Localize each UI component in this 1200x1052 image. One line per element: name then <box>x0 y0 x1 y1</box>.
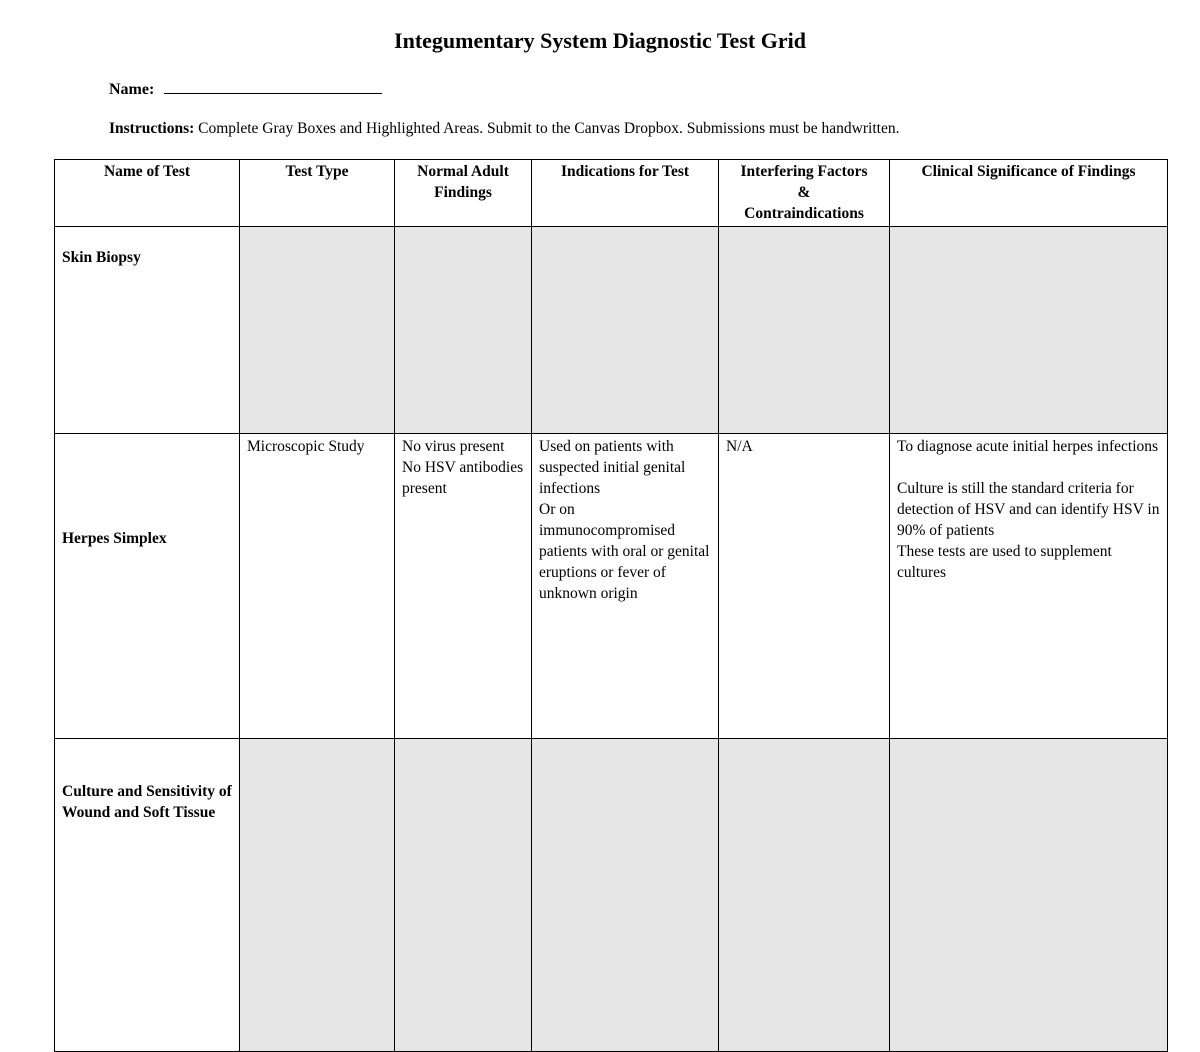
cell-indications: Used on patients with suspected initial genital infections Or on immunocompromised patients with oral or genital eruptions or fever of unknown origin <box>532 434 719 739</box>
table-row <box>55 739 1168 1052</box>
table-row <box>55 434 1168 739</box>
cell-indications[interactable] <box>532 227 719 434</box>
header-row <box>55 160 1168 227</box>
name-label: Name: <box>109 81 155 98</box>
row-name-culture-sensitivity: Culture and Sensitivity of Wound and Soft Tissue <box>55 739 240 1052</box>
col-header-test-type: Test Type <box>240 160 395 227</box>
cell-significance[interactable] <box>890 227 1168 434</box>
cell-test-type: Microscopic Study <box>240 434 395 739</box>
col-header-indications: Indications for Test <box>532 160 719 227</box>
col-header-normal-findings: Normal Adult Findings <box>395 160 532 227</box>
col-header-name-of-test: Name of Test <box>55 160 240 227</box>
col-header-clinical-significance: Clinical Significance of Findings <box>890 160 1168 227</box>
instructions <box>109 120 899 138</box>
row-name-skin-biopsy: Skin Biopsy <box>55 227 240 434</box>
cell-significance: To diagnose acute initial herpes infections Culture is still the standard criteria for detection of HSV and can identify HSV in 90% of patients These tests are used to supplement cultures <box>890 434 1168 739</box>
page-title: Integumentary System Diagnostic Test Grid <box>394 28 806 53</box>
cell-test-type[interactable] <box>240 227 395 434</box>
cell-test-type[interactable] <box>240 739 395 1052</box>
diagnostic-test-grid <box>54 159 1168 1052</box>
cell-normal-findings[interactable] <box>395 739 532 1052</box>
cell-normal-findings: No virus present No HSV antibodies present <box>395 434 532 739</box>
name-field-line <box>109 77 382 99</box>
col-header-interfering-factors: Interfering Factors & Contraindications <box>719 160 890 227</box>
cell-indications[interactable] <box>532 739 719 1052</box>
row-name-herpes-simplex: Herpes Simplex <box>55 434 240 739</box>
cell-significance[interactable] <box>890 739 1168 1052</box>
cell-interfering[interactable] <box>719 739 890 1052</box>
cell-interfering[interactable] <box>719 227 890 434</box>
instructions-text: Complete Gray Boxes and Highlighted Areas. Submit to the Canvas Dropbox. Submissions must be handwritten. <box>194 120 900 137</box>
table-row <box>55 227 1168 434</box>
cell-normal-findings[interactable] <box>395 227 532 434</box>
cell-interfering: N/A <box>719 434 890 739</box>
instructions-label: Instructions: <box>109 120 195 137</box>
name-blank[interactable] <box>164 77 382 94</box>
